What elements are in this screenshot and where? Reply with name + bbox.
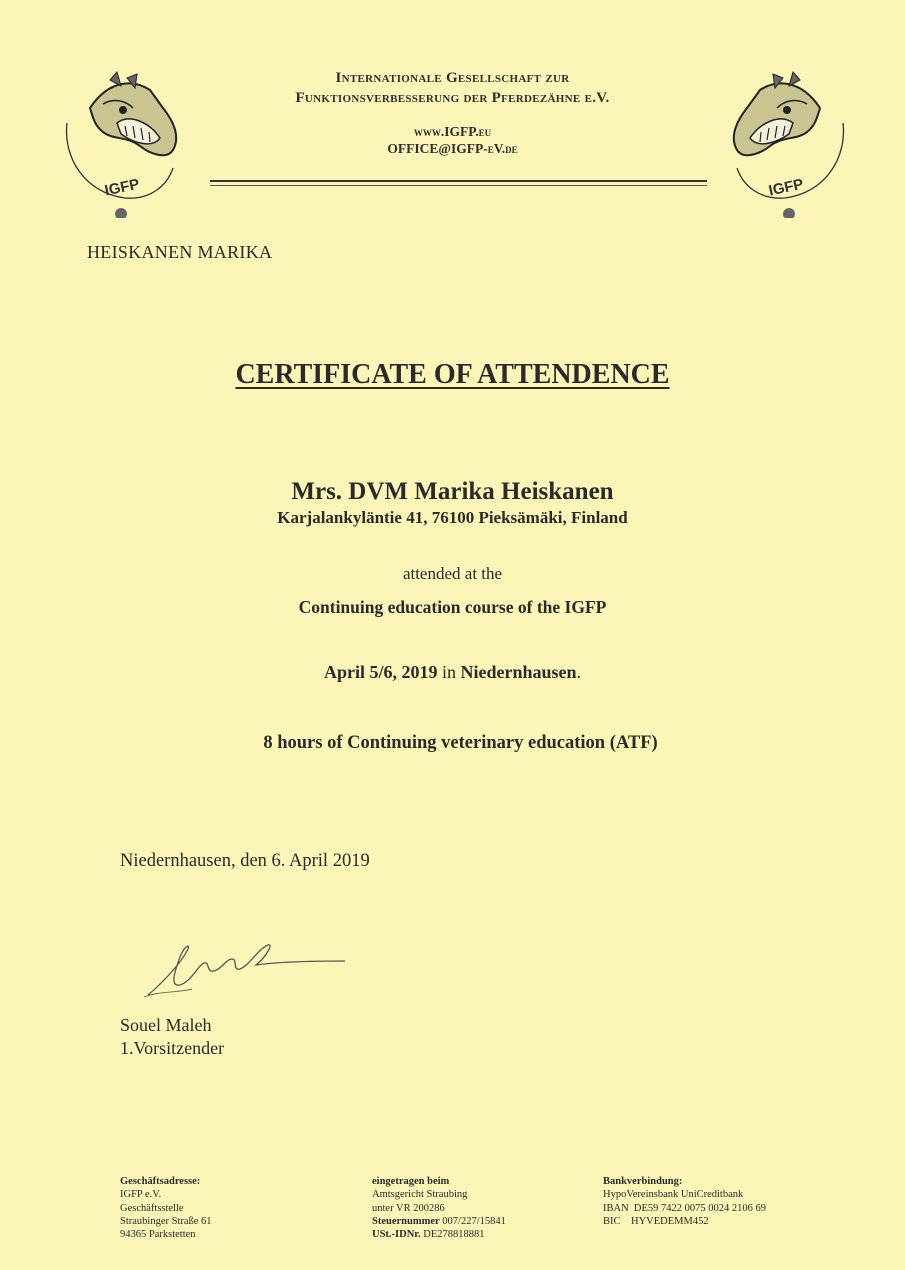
footer-bank-name: HypoVereinsbank UniCreditbank: [603, 1189, 744, 1201]
event-period: .: [576, 662, 582, 682]
signature: [140, 935, 350, 1005]
footer-bic: BIC HYVEDEMM452: [603, 1215, 709, 1227]
footer-iban: IBAN DE59 7422 0075 0024 2106 69: [603, 1202, 767, 1214]
footer-tax-label: Steuernummer: [372, 1215, 440, 1227]
attended-text: attended at the: [402, 564, 503, 583]
education-hours: 8 hours of Continuing veterinary education (ATF): [263, 733, 658, 753]
signer-name: Souel Maleh: [120, 1015, 212, 1035]
footer-address-line: IGFP e.V.: [120, 1189, 162, 1201]
signer-role: 1.Vorsitzender: [120, 1038, 225, 1058]
footer-address-line: Geschäftsstelle: [120, 1202, 184, 1214]
footer-register-number: unter VR 200286: [372, 1202, 445, 1214]
organization-name-line2: Funktionsverbesserung der Pferdezähne e.V.: [295, 90, 610, 106]
contact-block: [180, 123, 725, 157]
footer-tax-number: [372, 1215, 506, 1228]
header-divider: [210, 180, 707, 182]
organization-name: [180, 68, 725, 108]
event-in-word: in: [441, 662, 456, 682]
logo-text-left: IGFP: [103, 175, 141, 200]
footer-address-heading: Geschäftsadresse:: [120, 1176, 201, 1187]
certificate-title-text: CERTIFICATE OF ATTENDENCE: [235, 359, 670, 390]
event-date-location: [0, 662, 905, 683]
certificate-title: [0, 359, 905, 391]
footer-address: [120, 1175, 212, 1241]
footer-court: Amtsgericht Straubing: [372, 1189, 468, 1201]
footer-vat-label: USt.-IDNr.: [372, 1229, 421, 1241]
footer-registration: [372, 1175, 506, 1241]
footer-bank: [603, 1175, 766, 1228]
footer-address-line: 94365 Parkstetten: [120, 1229, 196, 1241]
event-date: April 5/6, 2019: [323, 662, 438, 682]
footer-vat-value: DE278818881: [423, 1229, 485, 1241]
footer-tax-value: 007/227/15841: [442, 1215, 506, 1227]
header-divider-thin: [210, 185, 707, 186]
course-name: Continuing education course of the IGFP: [298, 597, 607, 617]
email-link[interactable]: OFFICE@IGFP-eV.de: [387, 141, 518, 156]
signer-block: [120, 1014, 224, 1060]
footer-registration-heading: eingetragen beim: [372, 1176, 450, 1187]
logo-text-right: IGFP: [767, 175, 805, 200]
igfp-logo-left: [55, 68, 185, 218]
attendee-address: Karjalankyläntie 41, 76100 Pieksämäki, Finland: [277, 508, 628, 527]
footer-address-line: Straubinger Straße 61: [120, 1215, 212, 1227]
footer-bank-heading: Bankverbindung:: [603, 1176, 683, 1187]
footer-vat-number: [372, 1228, 506, 1241]
igfp-logo-right: [725, 68, 855, 218]
event-location: Niedernhausen: [460, 662, 577, 682]
organization-name-line1: Internationale Gesellschaft zur: [335, 70, 570, 86]
recipient-header: HEISKANEN MARIKA: [87, 242, 273, 262]
place-and-date: Niedernhausen, den 6. April 2019: [120, 851, 370, 871]
attendee-name: Mrs. DVM Marika Heiskanen: [291, 478, 614, 505]
website-link[interactable]: www.IGFP.eu: [413, 124, 492, 139]
